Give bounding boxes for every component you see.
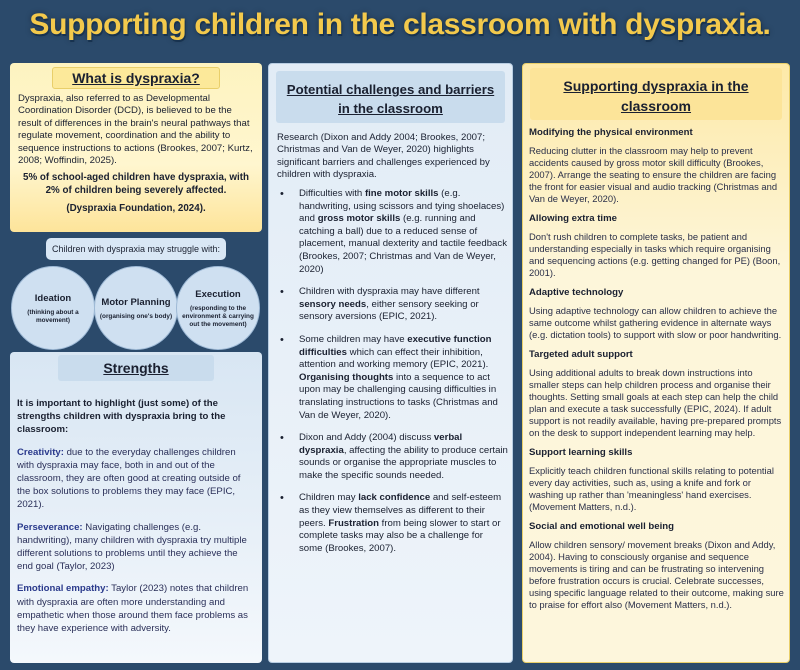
challenges-heading-line1: Potential challenges and barriers — [286, 82, 495, 97]
challenge-text: Children with dyspraxia may have different — [299, 286, 480, 298]
what-is-heading: What is dyspraxia? — [52, 67, 220, 89]
strength-item — [17, 521, 255, 574]
support-section-text: Using additional adults to break down instructions into smaller steps can help children process and organise their thoughts. Setting small goals at each step can help the child plan and execute a task successfully (EPIC, 2024). If adult support is not readily available, having pre-prepared prompts on the desk to support independent learning may help. — [529, 367, 782, 438]
what-is-source: (Dyspraxia Foundation, 2024). — [66, 203, 206, 215]
challenge-keyword: fine motor skills — [364, 188, 439, 199]
circle-subtitle: (organising one's body) — [99, 312, 173, 320]
bullet-icon: • — [280, 492, 284, 505]
challenges-heading-line2: in the classroom — [338, 101, 443, 116]
what-is-dyspraxia-panel — [10, 63, 262, 232]
support-section-heading: Modifying the physical environment — [529, 127, 693, 138]
challenges-header — [276, 71, 505, 123]
bullet-icon: • — [280, 333, 284, 346]
challenge-keyword: verbal dyspraxia — [299, 432, 463, 456]
support-section-text: Using adaptive technology can allow children to achieve the same outcome whilst gathering evidence in alternate ways (e.g. dictation tools) to support with slow or poor handwriting. — [529, 305, 782, 340]
support-section-text: Explicitly teach children functional skills relating to potential every day activities, such as, using a knife and fork or washing up rather than 'meaningless' hand exercises. (Movement Matters, n.d.). — [529, 465, 774, 512]
challenge-text: Dixon and Addy (2004) discuss — [299, 432, 434, 444]
strength-item — [17, 582, 255, 635]
challenge-keyword: gross motor skills — [317, 213, 401, 225]
what-is-text: Dyspraxia, also referred to as Developmental Coordination Disorder (DCD), is believed to be the result of differences in the brain's neural pathways that regulate movement, coordination and the ability to sequence instructions to actions (Brookes, 2007; Kurtz, 2008; Woffindin, 2025). — [18, 93, 253, 167]
support-section-heading: Social and emotional well being — [529, 521, 674, 532]
challenge-text: into a sequence to act upon may be challenging causing difficulties in translating instructions to tasks (Christmas and Van de Weyer, 2020). — [299, 371, 498, 421]
strengths-heading: Strengths — [58, 355, 214, 381]
strengths-intro: It is important to highlight (just some) of the strengths children with dyspraxia bring to the classroom: — [17, 398, 226, 436]
challenge-text: which can effect their inhibition, attention and working memory (EPIC, 2021). — [299, 346, 489, 371]
challenge-bullet — [277, 188, 509, 276]
struggle-label: Children with dyspraxia may struggle with: — [46, 238, 226, 260]
challenge-keyword: Organising thoughts — [299, 371, 394, 383]
challenges-list — [277, 188, 509, 565]
support-section-heading: Support learning skills — [529, 447, 633, 458]
challenge-text: , either sensory seeking or sensory aversions (EPIC, 2021). — [299, 298, 479, 323]
strength-text: Navigating challenges (e.g. handwriting), many children with dyspraxia try multiple different solutions to problems until they achieve the end goal (Taylor, 2023) — [17, 521, 247, 573]
challenge-text: Difficulties with — [299, 188, 365, 199]
support-section-heading: Targeted adult support — [529, 349, 633, 360]
support-section-text: Allow children sensory/ movement breaks (Dixon and Addy, 2004). Having to consciously organise and sequence movements is tiring and can be frustrating so intervening before frustration occurs is crucial. Celebrate successes, using specific language related to their outcome, making sure to praise for effort also (Movement Matters, n.d.). — [529, 539, 784, 610]
supporting-header — [530, 68, 782, 120]
supporting-panel — [522, 63, 790, 663]
bullet-icon: • — [280, 188, 284, 200]
strength-text: Taylor (2023) notes that children with dyspraxia are often more understanding and empathetic when those around them face problems as they have experience with adversity. — [17, 583, 249, 635]
bullet-icon: • — [280, 286, 284, 299]
challenge-bullet — [277, 492, 509, 555]
strength-label: Emotional empathy: — [17, 583, 109, 595]
strengths-panel — [10, 352, 262, 663]
challenge-bullet — [277, 334, 509, 422]
challenges-intro: Research (Dixon and Addy 2004; Brookes, 2007; Christmas and Van de Weyer, 2020) highlights significant barriers and challenges experienced by children with dyspraxia. — [277, 132, 490, 181]
circle-subtitle: (thinking about a movement) — [27, 308, 79, 324]
circle-title: Execution — [195, 288, 241, 300]
challenge-keyword: sensory needs — [299, 298, 367, 310]
circle-execution — [176, 266, 260, 350]
bullet-icon: • — [280, 432, 284, 445]
strength-label: Creativity: — [17, 446, 64, 458]
challenge-text: from being slower to start or complete tasks may also be a challenge for some (Brookes, 2007). — [299, 517, 501, 554]
challenge-keyword: lack confidence — [358, 492, 431, 504]
challenge-text: Some children may have — [299, 333, 408, 345]
support-section-heading: Adaptive technology — [529, 287, 624, 298]
supporting-heading-line1: Supporting dyspraxia in the — [563, 78, 749, 94]
challenge-text: and self-esteem as they view themselves as different to their peers. — [299, 492, 502, 529]
challenge-text: (e.g. running and catching a ball) due to a reduced sense of placement, manual dexterity and tactile feedback (Brookes, 2007; Christmas and Van de Weyer, 2020) — [299, 213, 507, 275]
page-title: Supporting children in the classroom with dyspraxia. — [29, 8, 771, 41]
challenge-text: Children may — [299, 492, 359, 504]
circle-ideation — [11, 266, 95, 350]
what-is-stat: 5% of school-aged children have dyspraxia, with 2% of children being severely affected. — [23, 172, 249, 196]
circle-subtitle: (responding to the environment & carrying out the movement) — [182, 304, 254, 328]
circle-title: Ideation — [34, 292, 72, 304]
strength-label: Perseverance: — [17, 521, 83, 533]
strength-item — [17, 446, 255, 512]
support-section-text: Reducing clutter in the classroom may help to prevent accidents caused by gross motor skill difficulty (Brookes, 2007). Arrange the seating to ensure the children are facing the front for easier visual and audio tracking (Christmas and Van de Weyer, 2020). — [529, 145, 778, 204]
challenge-text: , affecting the ability to produce certain sounds or organise the appropriate muscles to make the specific sounds needed. — [299, 444, 508, 481]
circle-motor-planning — [94, 266, 178, 350]
challenges-panel — [268, 63, 513, 663]
circle-title: Motor Planning — [101, 296, 171, 308]
supporting-sections — [529, 127, 785, 619]
challenge-keyword: Frustration — [328, 517, 379, 529]
challenge-text: (e.g. handwriting, using scissors and tying shoelaces) and — [299, 188, 505, 225]
challenge-keyword: executive function difficulties — [299, 333, 492, 358]
challenge-bullet — [277, 432, 509, 482]
strength-text: due to the everyday challenges children with dyspraxia may face, both in and out of the classroom, they are often good at creating outside of the box solutions to problems they may face (EPIC, 2021). — [17, 446, 241, 511]
supporting-heading-line2: classroom — [620, 98, 692, 114]
support-section-text: Don't rush children to complete tasks, be patient and understanding especially in tasks which require organising and sequencing actions (e.g. getting changed for PE) (Boon, 2001). — [529, 231, 781, 278]
support-section-heading: Allowing extra time — [529, 213, 617, 224]
challenge-bullet — [277, 286, 509, 324]
